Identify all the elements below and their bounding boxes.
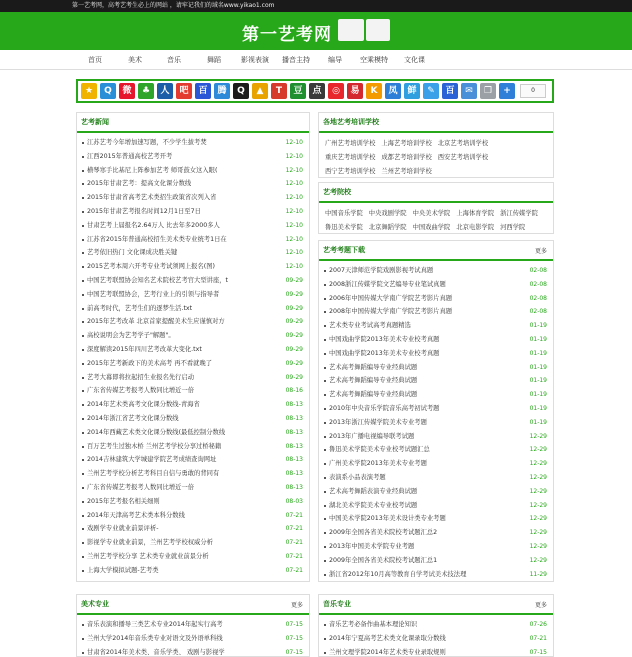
news-list-item[interactable] bbox=[81, 398, 303, 412]
item-date: 11-29 bbox=[529, 570, 547, 578]
downloads-list-item[interactable] bbox=[323, 540, 547, 554]
news-list-item[interactable] bbox=[81, 136, 303, 150]
news-list-item[interactable] bbox=[81, 522, 303, 536]
item-title[interactable]: 艺术高考舞蹈编导专业经典试题 bbox=[329, 391, 418, 399]
item-date: 01-19 bbox=[529, 322, 547, 330]
item-date: 12-29 bbox=[529, 460, 547, 468]
tieba-icon[interactable]: 吧 bbox=[176, 83, 192, 99]
hi-icon[interactable]: 百 bbox=[442, 83, 458, 99]
colleges-title: 艺考院校 bbox=[323, 188, 351, 196]
downloads-list-item[interactable] bbox=[323, 485, 547, 499]
art-panel bbox=[76, 594, 310, 657]
colleges-link[interactable]: 鲁迅美术学院 bbox=[325, 224, 363, 231]
item-date: 01-19 bbox=[529, 418, 547, 426]
item-date: 09-29 bbox=[285, 290, 303, 298]
item-title[interactable]: 深度解读2015年四川艺考改革大变化.txt bbox=[87, 345, 202, 353]
news-list-item[interactable] bbox=[81, 550, 303, 564]
news-list-item[interactable] bbox=[81, 412, 303, 426]
item-date: 07-21 bbox=[285, 552, 303, 560]
item-date: 01-19 bbox=[529, 335, 547, 343]
downloads-list-item[interactable] bbox=[323, 361, 547, 375]
colleges-link[interactable]: 中国戏曲学院 bbox=[412, 224, 451, 231]
music-title: 音乐专业 bbox=[323, 600, 351, 608]
favorite-star-icon[interactable]: ★ bbox=[81, 83, 97, 99]
schools-link[interactable]: 上海艺考培训学校 bbox=[381, 140, 432, 147]
item-title[interactable]: 艺术高考舞蹈编导专业经典试题 bbox=[329, 377, 418, 385]
music-list-item[interactable] bbox=[323, 618, 547, 632]
item-date: 08-13 bbox=[285, 483, 303, 491]
item-title[interactable]: 2015年艺考改革 北京首家提醒美术生应谨慎对方 bbox=[87, 318, 225, 326]
item-title[interactable]: 广东省传媒艺考报考人数同比增近一倍 bbox=[87, 387, 195, 395]
item-title[interactable]: 2015年艺考新政下的美术高考 再不看就晚了 bbox=[87, 359, 213, 367]
item-title[interactable]: 鲁迅美术学院美术专业校考试题汇总 bbox=[329, 446, 430, 454]
item-title[interactable]: 戏剧学专业就业前景评析- bbox=[87, 525, 159, 533]
item-title[interactable]: 艺术类专业考试高考真题精选 bbox=[329, 322, 411, 330]
schools-header bbox=[319, 113, 553, 133]
downloads-list bbox=[319, 261, 553, 581]
nav-item-music[interactable]: 音乐 bbox=[167, 56, 181, 64]
item-date: 07-15 bbox=[529, 648, 547, 656]
item-date: 01-19 bbox=[529, 391, 547, 399]
item-date: 12-29 bbox=[529, 515, 547, 523]
item-title[interactable]: 2014吉林建筑大学城建学院艺考成绩查询网址 bbox=[87, 456, 217, 464]
item-title[interactable]: 江西2015年普通高校艺考开考 bbox=[87, 152, 173, 160]
colleges-link[interactable]: 中央戏剧学院 bbox=[368, 210, 407, 217]
site-header bbox=[0, 12, 632, 50]
item-date: 07-15 bbox=[285, 634, 303, 642]
item-date: 07-26 bbox=[529, 621, 547, 628]
item-date: 12-10 bbox=[285, 207, 303, 215]
item-title[interactable]: 2010年中央音乐学院音乐高考初试考题 bbox=[329, 404, 440, 412]
colleges-link[interactable]: 上海体育学院 bbox=[456, 210, 495, 217]
news-list-item[interactable] bbox=[81, 274, 303, 288]
nav-item-directing[interactable]: 编导 bbox=[328, 56, 342, 64]
music-header bbox=[319, 595, 553, 615]
art-list-item[interactable] bbox=[81, 632, 303, 646]
schools-link[interactable]: 成都艺考培训学校 bbox=[381, 154, 432, 161]
item-date: 09-29 bbox=[285, 359, 303, 367]
item-title[interactable]: 2013年广播电视编导联考试题 bbox=[329, 432, 415, 440]
item-title[interactable]: 艺术高考舞蹈表演专业经典试题 bbox=[329, 487, 418, 495]
item-date: 02-08 bbox=[529, 280, 547, 288]
item-title[interactable]: 2015艺考本周六开考专业考试须网上报名(图) bbox=[87, 263, 215, 271]
item-title[interactable]: 兰州文理学院2014年艺术类专业录取规则 bbox=[329, 648, 446, 656]
item-date: 12-10 bbox=[285, 152, 303, 160]
item-title[interactable]: 2015年甘肃省高考艺术类招生政策省次列入省 bbox=[87, 194, 217, 202]
item-title[interactable]: 兰州艺考学校分析艺考科目自信与勇敢的背同有 bbox=[87, 470, 220, 478]
art-list-item[interactable] bbox=[81, 646, 303, 657]
logo-placeholder-box bbox=[338, 19, 364, 41]
item-date: 12-29 bbox=[529, 542, 547, 550]
item-title[interactable]: 音乐艺考必备作曲基本理论知识 bbox=[329, 621, 418, 628]
nav-item-flight-model[interactable]: 空乘模特 bbox=[360, 56, 388, 64]
downloads-header bbox=[319, 241, 553, 261]
item-date: 12-29 bbox=[529, 487, 547, 495]
music-list bbox=[319, 615, 553, 657]
netease-icon[interactable]: 易 bbox=[347, 83, 363, 99]
nav-item-art[interactable]: 美术 bbox=[128, 56, 142, 64]
douban-icon[interactable]: 豆 bbox=[290, 83, 306, 99]
item-title[interactable]: 江苏艺考今年增加速写题，不少学生拔考焚 bbox=[87, 139, 207, 146]
xianguo-icon[interactable]: 鲜 bbox=[404, 83, 420, 99]
item-title[interactable]: 上海大学模拟试题-艺考类 bbox=[87, 566, 159, 574]
nav-item-home[interactable]: 首页 bbox=[88, 56, 102, 64]
downloads-list-item[interactable] bbox=[323, 554, 547, 568]
item-title[interactable]: 兰州大学2014年音乐类专业对语文及外语单科线 bbox=[87, 634, 223, 642]
item-date: 01-19 bbox=[529, 377, 547, 385]
music-more-link[interactable]: 更多 bbox=[534, 602, 547, 609]
item-title[interactable]: 音乐表演和播导三类艺术专业2014年起实行高考 bbox=[87, 621, 223, 628]
downloads-list-item[interactable] bbox=[323, 264, 547, 278]
item-title[interactable]: 2014年艺术类高考文化课分数线-青海省 bbox=[87, 401, 200, 409]
news-list-item[interactable] bbox=[81, 219, 303, 233]
colleges-link[interactable]: 中央美术学院 bbox=[412, 210, 451, 217]
logo-placeholder-box bbox=[366, 19, 390, 41]
item-title[interactable]: 甘肃艺考上届报名2.64万人 比去年多2000多人 bbox=[87, 221, 220, 229]
item-date: 08-13 bbox=[285, 414, 303, 422]
schools-link[interactable]: 西安艺考培训学校 bbox=[437, 154, 489, 161]
item-title[interactable]: 中国艺考联盟协会知名艺术院校艺考官大型讲座，t bbox=[87, 276, 229, 284]
tianya-icon[interactable]: T bbox=[271, 83, 287, 99]
item-date: 12-10 bbox=[285, 180, 303, 188]
announcement-text: 第一艺考网，高考艺考生必上的网站 ，请牢记我们的域名www.yikao1.com bbox=[72, 2, 275, 9]
colleges-header bbox=[319, 183, 553, 203]
item-title[interactable]: 浙江省2012年10月高等教育自学考试美术技法理 bbox=[329, 570, 467, 578]
nav-item-culture[interactable]: 文化课 bbox=[404, 56, 425, 64]
item-title[interactable]: 2009年全国各省美术院校考试题汇总1 bbox=[329, 556, 438, 564]
item-date: 09-29 bbox=[285, 373, 303, 381]
tqq-icon[interactable]: 腾 bbox=[214, 83, 230, 99]
item-date: 08-13 bbox=[285, 456, 303, 464]
copy-icon[interactable]: ❐ bbox=[480, 83, 496, 99]
item-title[interactable]: 艺术高考舞蹈编导专业经典试题 bbox=[329, 363, 418, 371]
downloads-list-item[interactable] bbox=[323, 402, 547, 416]
news-list-item[interactable] bbox=[81, 191, 303, 205]
item-date: 08-13 bbox=[285, 470, 303, 478]
item-date: 08-03 bbox=[285, 497, 303, 505]
qq-friend-icon[interactable]: Q bbox=[233, 83, 249, 99]
item-date: 07-21 bbox=[285, 511, 303, 519]
downloads-title: 艺考考题下载 bbox=[323, 246, 365, 254]
item-title[interactable]: 江苏省2015年普通高校招生美术类专业统考1日在 bbox=[87, 235, 227, 243]
item-title[interactable]: 2014年浙江省艺考文化课分数线 bbox=[87, 414, 179, 422]
downloads-list-item[interactable] bbox=[323, 430, 547, 444]
downloads-list-item[interactable] bbox=[323, 278, 547, 292]
item-title[interactable]: 2007天津师范学院戏剧影视考试真题 bbox=[329, 267, 434, 274]
schools-link[interactable]: 重庆艺考培训学校 bbox=[325, 154, 376, 161]
item-title[interactable]: 高校说明会为艺考学子"解题"。 bbox=[87, 332, 175, 340]
news-list-item[interactable] bbox=[81, 509, 303, 523]
news-list-item[interactable] bbox=[81, 371, 303, 385]
item-title[interactable]: 横琴寒手比基尼上阵参加艺考 师哥鼓女这入眼( bbox=[87, 166, 218, 174]
item-date: 12-10 bbox=[285, 235, 303, 243]
item-date: 09-29 bbox=[285, 332, 303, 340]
music-panel bbox=[318, 594, 554, 657]
item-date: 02-08 bbox=[529, 308, 547, 316]
schools-links bbox=[319, 133, 553, 183]
news-list-item[interactable] bbox=[81, 481, 303, 495]
downloads-list-item[interactable] bbox=[323, 443, 547, 457]
item-title[interactable]: 中国美术学院2013年美术设计类专业考题 bbox=[329, 515, 446, 523]
art-list bbox=[77, 615, 309, 657]
news-list-item[interactable] bbox=[81, 453, 303, 467]
item-date: 08-13 bbox=[285, 428, 303, 436]
digu-icon[interactable]: ✎ bbox=[423, 83, 439, 99]
art-list-item[interactable] bbox=[81, 618, 303, 632]
item-date: 07-21 bbox=[285, 566, 303, 574]
item-date: 01-19 bbox=[529, 404, 547, 412]
downloads-list-item[interactable] bbox=[323, 388, 547, 402]
item-title[interactable]: 2013年中国美术学院专业考题 bbox=[329, 542, 415, 550]
item-title[interactable]: 中国艺考联盟协会，艺考行业上的引领与指导者 bbox=[87, 290, 220, 298]
item-title[interactable]: 艺考大幕即将拉起招生业报名先行启动 bbox=[87, 373, 195, 381]
downloads-more-link[interactable]: 更多 bbox=[534, 248, 547, 255]
item-date: 12-10 bbox=[285, 221, 303, 229]
downloads-list-item[interactable] bbox=[323, 416, 547, 430]
news-list-item[interactable] bbox=[81, 302, 303, 316]
schools-title: 各地艺考培训学校 bbox=[323, 118, 379, 126]
news-list-item[interactable] bbox=[81, 288, 303, 302]
item-date: 01-19 bbox=[529, 349, 547, 357]
downloads-list-item[interactable] bbox=[323, 292, 547, 306]
renren-icon[interactable]: 人 bbox=[157, 83, 173, 99]
sohu-icon[interactable]: ◎ bbox=[328, 83, 344, 99]
colleges-link[interactable]: 河西学院 bbox=[500, 224, 526, 231]
main-nav bbox=[0, 50, 632, 70]
news-list-item[interactable] bbox=[81, 384, 303, 398]
item-date: 02-08 bbox=[529, 294, 547, 302]
news-list-item[interactable] bbox=[81, 426, 303, 440]
item-date: 12-10 bbox=[285, 139, 303, 146]
colleges-link[interactable]: 北京电影学院 bbox=[456, 224, 495, 231]
more-share-icon[interactable]: + bbox=[499, 83, 515, 99]
item-title[interactable]: 2015年艺考报名相关细则 bbox=[87, 497, 160, 505]
art-more-link[interactable]: 更多 bbox=[290, 602, 303, 609]
colleges-link[interactable]: 中国音乐学院 bbox=[325, 210, 363, 217]
item-title[interactable]: 广州美术学院2013年美术专业考题 bbox=[329, 460, 427, 468]
item-date: 12-29 bbox=[529, 529, 547, 537]
item-date: 12-29 bbox=[529, 446, 547, 454]
news-title: 艺考新闻 bbox=[81, 118, 109, 126]
item-date: 07-21 bbox=[285, 539, 303, 547]
ifeng-icon[interactable]: 凤 bbox=[385, 83, 401, 99]
top-announcement-bar bbox=[0, 0, 632, 12]
schools-link[interactable]: 广州艺考培训学校 bbox=[325, 140, 376, 147]
downloads-list-item[interactable] bbox=[323, 374, 547, 388]
news-list-item[interactable] bbox=[81, 315, 303, 329]
news-list-item[interactable] bbox=[81, 246, 303, 260]
item-date: 12-10 bbox=[285, 194, 303, 202]
item-title[interactable]: 百万艺考生过独木桥 兰州艺考学校分享过桥秘籍 bbox=[87, 442, 222, 450]
item-title[interactable]: 2009年全国各省美术院校考试题汇总2 bbox=[329, 529, 438, 537]
item-title[interactable]: 2015年甘肃艺考报名时间12月1日至7日 bbox=[87, 207, 201, 215]
item-title[interactable]: 2015年甘肃艺考：提高文化课分数线 bbox=[87, 180, 192, 188]
item-date: 07-15 bbox=[285, 621, 303, 628]
schools-link[interactable]: 兰州艺考培训学校 bbox=[381, 168, 432, 175]
item-title[interactable]: 中国戏曲学院2013年美术专业校考真题 bbox=[329, 349, 440, 357]
item-title[interactable]: 2014年天津高考艺术类本科分数线 bbox=[87, 511, 185, 519]
downloads-list-item[interactable] bbox=[323, 499, 547, 513]
site-logo[interactable]: 第一艺考网 bbox=[242, 25, 332, 45]
item-title[interactable]: 2014年西藏艺术类文化课分数线(最低控制分数线 bbox=[87, 428, 226, 436]
item-date: 02-08 bbox=[529, 267, 547, 274]
news-list-item[interactable] bbox=[81, 343, 303, 357]
news-list-item[interactable] bbox=[81, 164, 303, 178]
item-date: 09-29 bbox=[285, 318, 303, 326]
share-count: 0 bbox=[520, 84, 546, 98]
nav-item-broadcasting[interactable]: 播音主持 bbox=[282, 56, 310, 64]
news-panel bbox=[76, 112, 310, 582]
downloads-list-item[interactable] bbox=[323, 333, 547, 347]
kaixin-icon[interactable]: ♣ bbox=[138, 83, 154, 99]
diandian-icon[interactable]: K bbox=[366, 83, 382, 99]
item-date: 08-13 bbox=[285, 442, 303, 450]
news-list-item[interactable] bbox=[81, 440, 303, 454]
downloads-list-item[interactable] bbox=[323, 457, 547, 471]
downloads-panel bbox=[318, 240, 554, 582]
news-list-item[interactable] bbox=[81, 150, 303, 164]
music-list-item[interactable] bbox=[323, 632, 547, 646]
music-list-item[interactable] bbox=[323, 646, 547, 657]
colleges-links bbox=[319, 203, 553, 239]
item-date: 12-29 bbox=[529, 556, 547, 564]
downloads-list-item[interactable] bbox=[323, 526, 547, 540]
item-date: 12-10 bbox=[285, 249, 303, 257]
news-list-item[interactable] bbox=[81, 177, 303, 191]
item-title[interactable]: 2008年中国传媒大学南广学院艺考影片真题 bbox=[329, 308, 453, 316]
item-title[interactable]: 表演系小品表演考题 bbox=[329, 473, 386, 481]
news-list-item[interactable] bbox=[81, 357, 303, 371]
nav-item-acting[interactable]: 影视表演 bbox=[241, 56, 269, 64]
item-date: 07-15 bbox=[285, 648, 303, 656]
schools-link[interactable]: 西宁艺考培训学校 bbox=[325, 168, 376, 175]
item-title[interactable]: 中国戏曲学院2013年美术专业校考真题 bbox=[329, 335, 440, 343]
downloads-list-item[interactable] bbox=[323, 305, 547, 319]
news-list-item[interactable] bbox=[81, 564, 303, 578]
downloads-list-item[interactable] bbox=[323, 471, 547, 485]
item-date: 12-10 bbox=[285, 263, 303, 271]
item-date: 09-29 bbox=[285, 304, 303, 312]
downloads-list-item[interactable] bbox=[323, 512, 547, 526]
item-title[interactable]: 湖北美术学院美术专业校考试题 bbox=[329, 501, 418, 509]
item-title[interactable]: 2008浙江传媒学院文艺编导专业笔试真题 bbox=[329, 280, 446, 288]
item-date: 12-29 bbox=[529, 473, 547, 481]
item-date: 12-10 bbox=[285, 166, 303, 174]
pengyou-icon[interactable]: 点 bbox=[309, 83, 325, 99]
item-title[interactable]: 2006年中国传媒大学南广学院艺考影片真题 bbox=[329, 294, 453, 302]
art-title: 美术专业 bbox=[81, 600, 109, 608]
mail-icon[interactable]: ✉ bbox=[461, 83, 477, 99]
item-title[interactable]: 兰州艺考学校分享 艺术类专业就业前景分析 bbox=[87, 552, 209, 560]
item-date: 09-29 bbox=[285, 276, 303, 284]
schools-link[interactable]: 北京艺考培训学校 bbox=[437, 140, 489, 147]
item-date: 12-29 bbox=[529, 501, 547, 509]
item-title[interactable]: 2014年宁夏高考艺术类文化课录取分数线 bbox=[329, 634, 446, 642]
news-list-item[interactable] bbox=[81, 329, 303, 343]
news-header bbox=[77, 113, 309, 133]
item-date: 09-29 bbox=[285, 345, 303, 353]
qzone-icon[interactable]: Q bbox=[100, 83, 116, 99]
item-title[interactable]: 2013年浙江传媒学院美术专业考题 bbox=[329, 418, 427, 426]
downloads-list-item[interactable] bbox=[323, 319, 547, 333]
share-toolbar bbox=[76, 79, 554, 103]
item-date: 07-21 bbox=[529, 634, 547, 642]
news-list-item[interactable] bbox=[81, 536, 303, 550]
schools-panel bbox=[318, 112, 554, 178]
item-title[interactable]: 影视学专业就业前景，兰州艺考学校权威分析 bbox=[87, 539, 213, 547]
colleges-panel bbox=[318, 182, 554, 234]
news-list-item[interactable] bbox=[81, 495, 303, 509]
item-title[interactable]: 甘肃省2014年美术类、音乐学类、 戏剧与影视学 bbox=[87, 648, 225, 656]
item-date: 01-19 bbox=[529, 363, 547, 371]
item-date: 07-21 bbox=[285, 525, 303, 533]
downloads-list-item[interactable] bbox=[323, 568, 547, 582]
news-list-item[interactable] bbox=[81, 260, 303, 274]
baidu-icon[interactable]: 百 bbox=[195, 83, 211, 99]
art-header bbox=[77, 595, 309, 615]
news-list-item[interactable] bbox=[81, 467, 303, 481]
colleges-link[interactable]: 浙江传媒学院 bbox=[500, 210, 538, 217]
item-title[interactable]: 前高考时代，艺考生们的逐梦生活.txt bbox=[87, 304, 193, 312]
item-date: 12-29 bbox=[529, 432, 547, 440]
news-list-item[interactable] bbox=[81, 205, 303, 219]
item-title[interactable]: 艺考依旧热门 文化课成决胜关键 bbox=[87, 249, 178, 257]
colleges-link[interactable]: 北京舞蹈学院 bbox=[368, 224, 407, 231]
downloads-list-item[interactable] bbox=[323, 347, 547, 361]
item-date: 08-13 bbox=[285, 401, 303, 409]
news-list bbox=[77, 133, 309, 578]
news-list-item[interactable] bbox=[81, 233, 303, 247]
nav-item-dance[interactable]: 舞蹈 bbox=[207, 56, 221, 64]
item-title[interactable]: 广东省传媒艺考报考人数同比增近一倍 bbox=[87, 483, 195, 491]
item-date: 08-16 bbox=[285, 387, 303, 395]
weibo-icon[interactable]: 微 bbox=[119, 83, 135, 99]
mop-icon[interactable]: ▲ bbox=[252, 83, 268, 99]
